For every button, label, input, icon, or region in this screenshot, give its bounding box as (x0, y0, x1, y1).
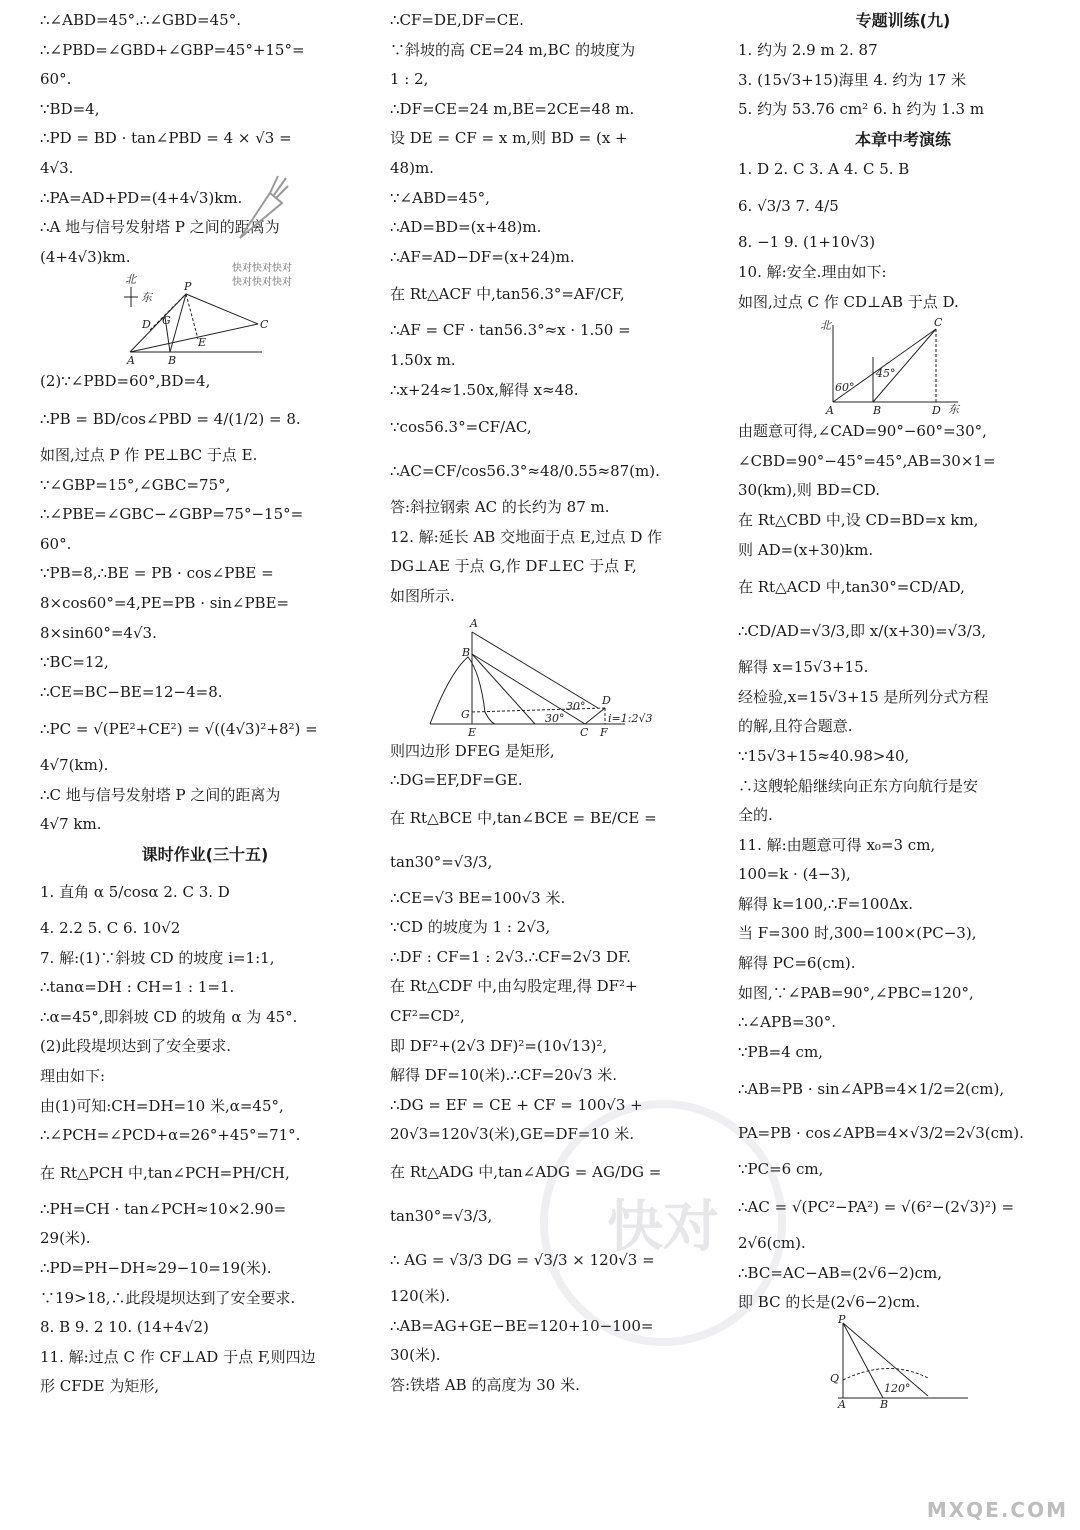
answer-line: 在 Rt△ACD 中,tan30°=CD/AD, (738, 578, 965, 597)
answer-line: ∴AC = √(PC²−PA²) = √(6²−(2√3)²) = (738, 1198, 1015, 1217)
answer-line: ∵cos56.3°=CF/AC, (390, 418, 532, 437)
answer-line: 8. B 9. 2 10. (14+4√2) (40, 1318, 209, 1337)
section-heading: 本章中考演练 (854, 129, 951, 149)
answer-line: 30(km),则 BD=CD. (738, 481, 880, 500)
point-label: B (168, 354, 177, 368)
answer-line: 的解,且符合题意. (738, 717, 853, 736)
angle-label: 45° (876, 367, 896, 381)
answer-line: 解得 DF=10(米).∴CF=20√3 米. (390, 1066, 618, 1085)
answer-line: 1 : 2, (390, 70, 429, 89)
answer-line: ∴AF = CF · tan56.3°≈x · 1.50 = (390, 321, 631, 340)
answer-line: 8. −1 9. (1+10√3) (738, 233, 876, 252)
answer-line: 3. (15√3+15)海里 4. 约为 17 米 (738, 70, 967, 89)
answer-line: ∵BD=4, (40, 99, 100, 118)
answer-line: 如图,过点 C 作 CD⊥AB 于点 D. (738, 292, 959, 311)
answer-line: ∠CBD=90°−45°=45°,AB=30×1= (738, 451, 996, 470)
east-label: 东 (141, 291, 152, 305)
answer-line: 6. √3/3 7. 4/5 (738, 197, 839, 216)
point-label: P (184, 280, 192, 294)
answer-line: ∴AB=PB · sin∠APB=4×1/2=2(cm), (738, 1080, 1005, 1099)
answer-line: 8×sin60°=4√3. (40, 623, 157, 642)
angle-label: 60° (835, 381, 855, 395)
answer-line: ∴DG = EF = CE + CF = 100√3 + (390, 1095, 643, 1114)
answer-line: CF²=CD², (390, 1007, 465, 1026)
answer-line: 2√6(cm). (738, 1234, 806, 1253)
answer-line: ∴AB=AG+GE−BE=120+10−100= (390, 1316, 654, 1335)
answer-line: 如图,过点 P 作 PE⊥BC 于点 E. (40, 445, 258, 464)
answer-line: ∴AD=BD=(x+48)m. (390, 218, 542, 237)
answer-line: 在 Rt△BCE 中,tan∠BCE = BE/CE = (390, 808, 657, 827)
answer-line: (4+4√3)km. (40, 247, 131, 266)
answer-line: 则四边形 DFEG 是矩形, (390, 741, 555, 760)
point-label: C (580, 725, 589, 739)
answer-line: 5. 约为 53.76 cm² 6. h 约为 1.3 m (738, 100, 985, 119)
answer-line: ∴A 地与信号发射塔 P 之间的距离为 (40, 218, 280, 237)
answer-line: 全的. (738, 806, 773, 825)
answer-line: ∴PD=PH−DH≈29−10=19(米). (40, 1259, 272, 1277)
answer-line: 形 CFDE 为矩形, (40, 1377, 160, 1396)
point-label: G (461, 707, 470, 721)
answer-line: 即 BC 的长是(2√6−2)cm. (738, 1293, 921, 1312)
answer-line: 在 Rt△PCH 中,tan∠PCH=PH/CH, (40, 1163, 290, 1182)
answer-line: DG⊥AE 于点 G,作 DF⊥EC 于点 F, (390, 557, 637, 576)
watermark-text: 快对快对快对 快对快对快对 (232, 263, 292, 288)
point-label: C (934, 316, 943, 330)
point-label: B (873, 404, 882, 418)
answer-line: ∴PH=CH · tan∠PCH≈10×2.90= (40, 1199, 287, 1218)
answer-line: ∴PA=AD+PD=(4+4√3)km. (40, 188, 243, 207)
column-1-lines-a (40, 6, 370, 272)
figure-spring (828, 1312, 1068, 1411)
answer-line: ∴PD = BD · tan∠PBD = 4 × √3 = (40, 129, 292, 148)
answer-line: ∴∠PCH=∠PCD+α=26°+45°=71°. (40, 1126, 301, 1145)
answer-line: 1. 约为 2.9 m 2. 87 (738, 41, 878, 59)
answer-line: ∴PB = BD/cos∠PBD = 4/(1/2) = 8. (40, 409, 301, 428)
north-label: 北 (820, 319, 831, 333)
answer-line: ∴AF=AD−DF=(x+24)m. (390, 247, 575, 266)
answer-line: 设 DE = CF = x m,则 BD = (x + (390, 129, 628, 148)
point-label: Q (830, 1371, 840, 1385)
column-1-lines-b (40, 367, 370, 840)
point-label: A (826, 404, 834, 418)
answer-line: 30(米). (390, 1346, 441, 1365)
answer-line: 答:铁塔 AB 的高度为 30 米. (390, 1375, 580, 1394)
answer-line: ∴α=45°,即斜坡 CD 的坡角 α 为 45°. (40, 1007, 298, 1026)
figure-tower-slope (390, 612, 720, 737)
answer-line: 解得 k=100,∴F=100Δx. (738, 894, 914, 913)
east-label: 东 (948, 403, 959, 417)
section-heading: 课时作业(三十五) (141, 845, 269, 865)
point-label: A (470, 616, 478, 630)
answer-line: 11. 解:由题意可得 x₀=3 cm, (738, 835, 936, 854)
point-label: B (462, 645, 471, 659)
answer-line: 经检验,x=15√3+15 是所列分式方程 (738, 687, 989, 706)
answer-line: ∴∠ABD=45°.∴∠GBD=45°. (40, 11, 241, 29)
answer-line: ∴CF=DE,DF=CE. (390, 11, 524, 29)
answer-line: 在 Rt△CDF 中,由勾股定理,得 DF²+ (390, 977, 638, 996)
figure-ship-course (818, 317, 1068, 417)
point-label: D (602, 693, 611, 707)
watermark-site: MXQE.COM (926, 1498, 1068, 1522)
angle-label: 30° (566, 699, 586, 713)
point-label: P (838, 1312, 846, 1326)
point-label: A (127, 354, 135, 368)
answer-line: 在 Rt△ADG 中,tan∠ADG = AG/DG = (390, 1163, 662, 1182)
answer-line: ∵∠ABD=45°, (390, 188, 490, 207)
answer-line: ∵15√3+15≈40.98>40, (738, 746, 910, 765)
slope-label: i=1:2√3 (608, 711, 653, 725)
answer-line: ∴C 地与信号发射塔 P 之间的距离为 (40, 785, 281, 804)
answer-line: ∴CD/AD=√3/3,即 x/(x+30)=√3/3, (738, 622, 987, 641)
column-3-lines-c (738, 417, 1068, 1318)
column-3-lines-b (738, 155, 1068, 317)
answer-line: 4√3. (40, 158, 74, 177)
answer-line: 当 F=300 时,300=100×(PC−3), (738, 924, 977, 943)
answer-line: 理由如下: (40, 1067, 106, 1086)
answer-line: 11. 解:过点 C 作 CF⊥AD 于点 F,则四边 (40, 1347, 316, 1366)
point-label: C (260, 318, 269, 332)
section-heading: 专题训练(九) (855, 11, 951, 30)
answer-line: ∴CE=BC−BE=12−4=8. (40, 682, 223, 701)
answer-line: PA=PB · cos∠APB=4×√3/2=2√3(cm). (738, 1124, 1024, 1143)
answer-line: 即 DF²+(2√3 DF)²=(10√13)², (390, 1036, 608, 1055)
answer-line: 答:斜拉钢索 AC 的长约为 87 m. (390, 498, 610, 517)
answer-line: 解得 x=15√3+15. (738, 658, 869, 677)
answer-line: 120(米). (390, 1287, 451, 1306)
answer-line: ∴PC = √(PE²+CE²) = √((4√3)²+8²) = (40, 720, 318, 739)
answer-line: 1. D 2. C 3. A 4. C 5. B (738, 159, 910, 178)
answer-line: ∵斜坡的高 CE=24 m,BC 的坡度为 (390, 40, 636, 59)
answer-line: ∵PB=8,∴BE = PB · cos∠PBE = (40, 564, 274, 583)
carrot-logo-icon (230, 168, 290, 248)
answer-line: ∴ AG = √3/3 DG = √3/3 × 120√3 = (390, 1251, 655, 1270)
answer-line: 如图,∵∠PAB=90°,∠PBC=120°, (738, 983, 974, 1002)
answer-column-3 (738, 6, 1068, 1411)
answer-line: 60°. (40, 70, 72, 89)
answer-line: ∵19>18,∴此段堤坝达到了安全要求. (40, 1288, 296, 1307)
answer-line: ∵∠GBP=15°,∠GBC=75°, (40, 475, 231, 494)
answer-line: 7. 解:(1)∵斜坡 CD 的坡度 i=1:1, (40, 948, 275, 967)
answer-line: ∴DF=CE=24 m,BE=2CE=48 m. (390, 99, 635, 118)
answer-line: tan30°=√3/3, (390, 852, 493, 871)
point-label: D (142, 318, 151, 332)
answer-line: 解得 PC=6(cm). (738, 954, 856, 973)
column-3-lines-a (738, 36, 1068, 125)
answer-line: (2)此段堤坝达到了安全要求. (40, 1037, 232, 1056)
answer-line: 12. 解:延长 AB 交地面于点 E,过点 D 作 (390, 527, 663, 546)
answer-line: ∴∠PBE=∠GBC−∠GBP=75°−15°= (40, 505, 304, 524)
answer-line: 1. 直角 α 5/cosα 2. C 3. D (40, 883, 230, 902)
watermark-stamp: 快对 (540, 1100, 786, 1346)
point-label: D (932, 404, 941, 418)
angle-label: 120° (884, 1381, 911, 1395)
answer-line: ∴BC=AC−AB=(2√6−2)cm, (738, 1263, 943, 1282)
answer-line: 在 Rt△CBD 中,设 CD=BD=x km, (738, 510, 979, 529)
column-1-lines-c (40, 870, 370, 1402)
answer-line: ∴DG=EF,DF=GE. (390, 771, 523, 790)
answer-line: ∴x+24≈1.50x,解得 x≈48. (390, 380, 579, 399)
answer-line: 29(米). (40, 1229, 91, 1248)
answer-line: 由题意可得,∠CAD=90°−60°=30°, (738, 422, 987, 441)
answer-line: 4√7(km). (40, 756, 109, 775)
answer-line: ∴AC=CF/cos56.3°≈48/0.55≈87(m). (390, 462, 660, 481)
answer-line: 如图所示. (390, 586, 455, 605)
answer-line: 4. 2.2 5. C 6. 10√2 (40, 919, 181, 938)
point-label: E (198, 336, 207, 350)
answer-line: ∴∠APB=30°. (738, 1013, 836, 1032)
angle-label: 30° (545, 711, 565, 725)
point-label: B (880, 1397, 889, 1411)
point-label: A (838, 1397, 846, 1411)
answer-line: ∴tanα=DH : CH=1 : 1=1. (40, 978, 235, 997)
answer-line: (2)∵∠PBD=60°,BD=4, (40, 372, 211, 391)
point-label: F (600, 725, 608, 739)
point-label: E (468, 725, 477, 739)
answer-line: ∴这艘轮船继续向正东方向航行是安 (738, 776, 979, 795)
answer-line: ∴DF : CF=1 : 2√3.∴CF=2√3 DF. (390, 947, 631, 966)
answer-line: 在 Rt△ACF 中,tan56.3°=AF/CF, (390, 285, 625, 304)
answer-line: 8×cos60°=4,PE=PB · sin∠PBE= (40, 593, 290, 612)
answer-line: 1.50x m. (390, 350, 456, 369)
answer-column-1 (40, 6, 370, 1402)
answer-line: ∵BC=12, (40, 653, 109, 672)
answer-line: 100=k · (4−3), (738, 865, 851, 884)
answer-line: 由(1)可知:CH=DH=10 米,α=45°, (40, 1096, 284, 1115)
answer-line: ∵CD 的坡度为 1 : 2√3, (390, 918, 551, 937)
answer-line: ∴∠PBD=∠GBD+∠GBP=45°+15°= (40, 40, 305, 59)
answer-line: 4√7 km. (40, 815, 102, 834)
answer-line: ∵PB=4 cm, (738, 1042, 823, 1061)
north-label: 北 (125, 273, 136, 287)
answer-line: 则 AD=(x+30)km. (738, 540, 874, 559)
answer-line: 60°. (40, 534, 72, 553)
answer-line: 48)m. (390, 158, 434, 177)
answer-line: tan30°=√3/3, (390, 1207, 493, 1226)
point-label: G (162, 314, 171, 328)
answer-line: ∵PC=6 cm, (738, 1160, 824, 1179)
answer-line: 10. 解:安全.理由如下: (738, 262, 887, 281)
column-2-lines-a (390, 6, 720, 612)
answer-line: 20√3=120√3(米),GE=DF=10 米. (390, 1125, 635, 1144)
answer-line: ∴CE=√3 BE=100√3 米. (390, 888, 566, 907)
